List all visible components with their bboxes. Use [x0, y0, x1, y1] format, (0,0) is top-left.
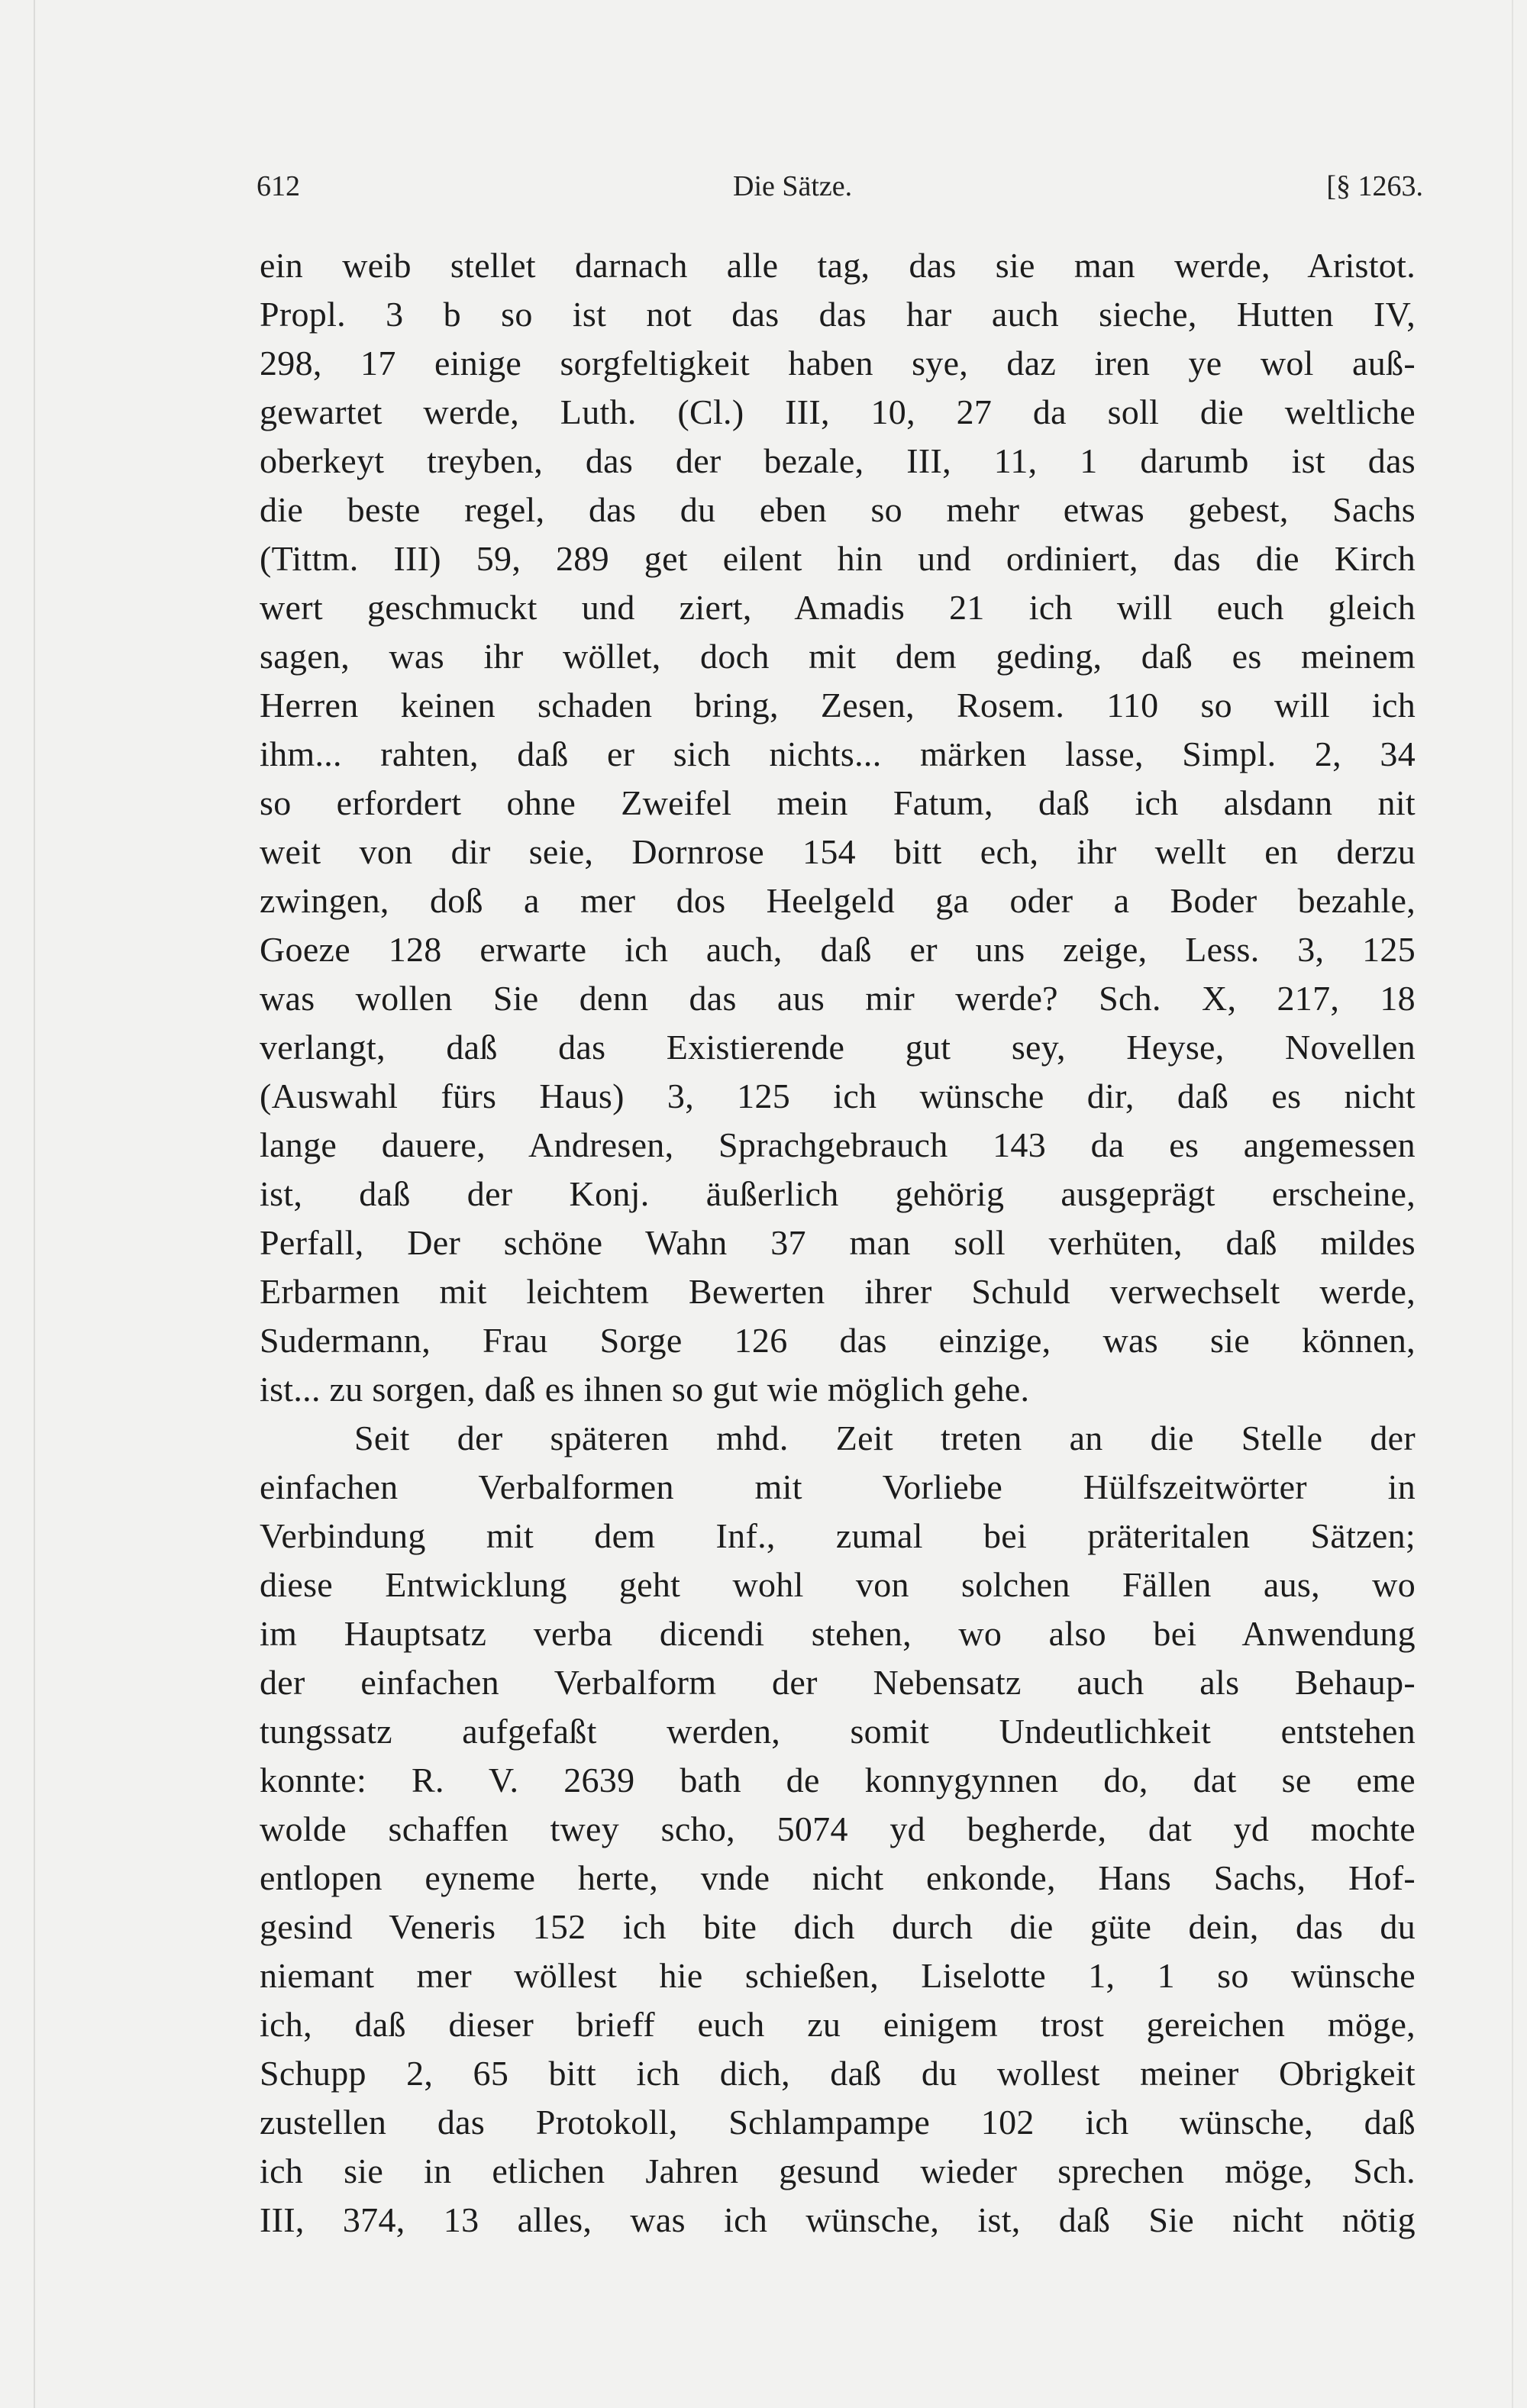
text-line: gewartet werde, Luth. (Cl.) III, 10, 27 da soll die weltliche — [260, 392, 1416, 431]
text-line: ein weib stellet darnach alle tag, das sie man werde, Aristot. — [260, 246, 1416, 285]
text-line: oberkeyt treyben, das der bezale, III, 11, 1 darumb ist das — [260, 441, 1416, 480]
text-line: verlangt, daß das Existierende gut sey, Heyse, Novellen — [260, 1028, 1416, 1067]
text-line: wert geschmuckt und ziert, Amadis 21 ich will euch gleich — [260, 588, 1416, 627]
text-line: Sudermann, Frau Sorge 126 das einzige, was sie können, — [260, 1321, 1416, 1360]
running-header — [257, 169, 1423, 215]
text-line: einfachen Verbalformen mit Vorliebe Hülfszeitwörter in — [260, 1467, 1416, 1506]
text-line: niemant mer wöllest hie schießen, Liselotte 1, 1 so wünsche — [260, 1956, 1416, 1995]
text-line: ist, daß der Konj. äußerlich gehörig ausgeprägt erscheine, — [260, 1174, 1416, 1213]
text-line: so erfordert ohne Zweifel mein Fatum, daß ich alsdann nit — [260, 783, 1416, 822]
text-line: ich sie in etlichen Jahren gesund wieder sprechen möge, Sch. — [260, 2151, 1416, 2190]
text-line: zustellen das Protokoll, Schlampampe 102 ich wünsche, daß — [260, 2103, 1416, 2142]
text-line: die beste regel, das du eben so mehr etwas gebest, Sachs — [260, 490, 1416, 529]
text-line: Schupp 2, 65 bitt ich dich, daß du wollest meiner Obrigkeit — [260, 2054, 1416, 2093]
page-number: 612 — [257, 170, 300, 202]
text-line: tungssatz aufgefaßt werden, somit Undeutlichkeit entstehen — [260, 1712, 1416, 1751]
body-text — [260, 241, 1416, 2245]
section-reference: [§ 1263. — [1326, 170, 1423, 202]
text-line: 298, 17 einige sorgfeltigkeit haben sye, daz iren ye wol auß- — [260, 344, 1416, 383]
text-line: weit von dir seie, Dornrose 154 bitt ech, ihr wellt en derzu — [260, 832, 1416, 871]
text-line: ist... zu sorgen, daß es ihnen so gut wie möglich gehe. — [260, 1370, 1030, 1409]
text-line: der einfachen Verbalform der Nebensatz auch als Behaup- — [260, 1663, 1416, 1702]
text-line: gesind Veneris 152 ich bite dich durch die güte dein, das du — [260, 1907, 1416, 1946]
text-line: Herren keinen schaden bring, Zesen, Rosem. 110 so will ich — [260, 686, 1416, 725]
text-line: sagen, was ihr wöllet, doch mit dem geding, daß es meinem — [260, 637, 1416, 676]
text-line: III, 374, 13 alles, was ich wünsche, ist, daß Sie nicht nötig — [260, 2200, 1416, 2239]
text-line: im Hauptsatz verba dicendi stehen, wo also bei Anwendung — [260, 1614, 1416, 1653]
text-line: lange dauere, Andresen, Sprachgebrauch 143 da es angemessen — [260, 1125, 1416, 1164]
text-line: ich, daß dieser brieff euch zu einigem trost gereichen möge, — [260, 2005, 1416, 2044]
text-line: Propl. 3 b so ist not das das har auch sieche, Hutten IV, — [260, 295, 1416, 334]
text-line: Verbindung mit dem Inf., zumal bei präteritalen Sätzen; — [260, 1516, 1416, 1555]
text-line: Goeze 128 erwarte ich auch, daß er uns zeige, Less. 3, 125 — [260, 930, 1416, 969]
paragraph-start-line: Seit der späteren mhd. Zeit treten an die Stelle der — [354, 1419, 1416, 1457]
text-line: wolde schaffen twey scho, 5074 yd begherde, dat yd mochte — [260, 1809, 1416, 1848]
text-line: zwingen, doß a mer dos Heelgeld ga oder a Boder bezahle, — [260, 881, 1416, 920]
page-edge-left — [34, 0, 35, 2408]
running-title: Die Sätze. — [733, 170, 853, 202]
text-line: was wollen Sie denn das aus mir werde? Sch. X, 217, 18 — [260, 979, 1416, 1018]
text-line: ihm... rahten, daß er sich nichts... märken lasse, Simpl. 2, 34 — [260, 734, 1416, 773]
text-line: Erbarmen mit leichtem Bewerten ihrer Schuld verwechselt werde, — [260, 1272, 1416, 1311]
text-line: (Auswahl fürs Haus) 3, 125 ich wünsche dir, daß es nicht — [260, 1076, 1416, 1115]
page-edge-right — [1512, 0, 1513, 2408]
text-line: entlopen eyneme herte, vnde nicht enkonde, Hans Sachs, Hof- — [260, 1858, 1416, 1897]
text-line: Perfall, Der schöne Wahn 37 man soll verhüten, daß mildes — [260, 1223, 1416, 1262]
text-line: konnte: R. V. 2639 bath de konnygynnen do, dat se eme — [260, 1761, 1416, 1800]
text-line: diese Entwicklung geht wohl von solchen Fällen aus, wo — [260, 1565, 1416, 1604]
text-line: (Tittm. III) 59, 289 get eilent hin und ordiniert, das die Kirch — [260, 539, 1416, 578]
